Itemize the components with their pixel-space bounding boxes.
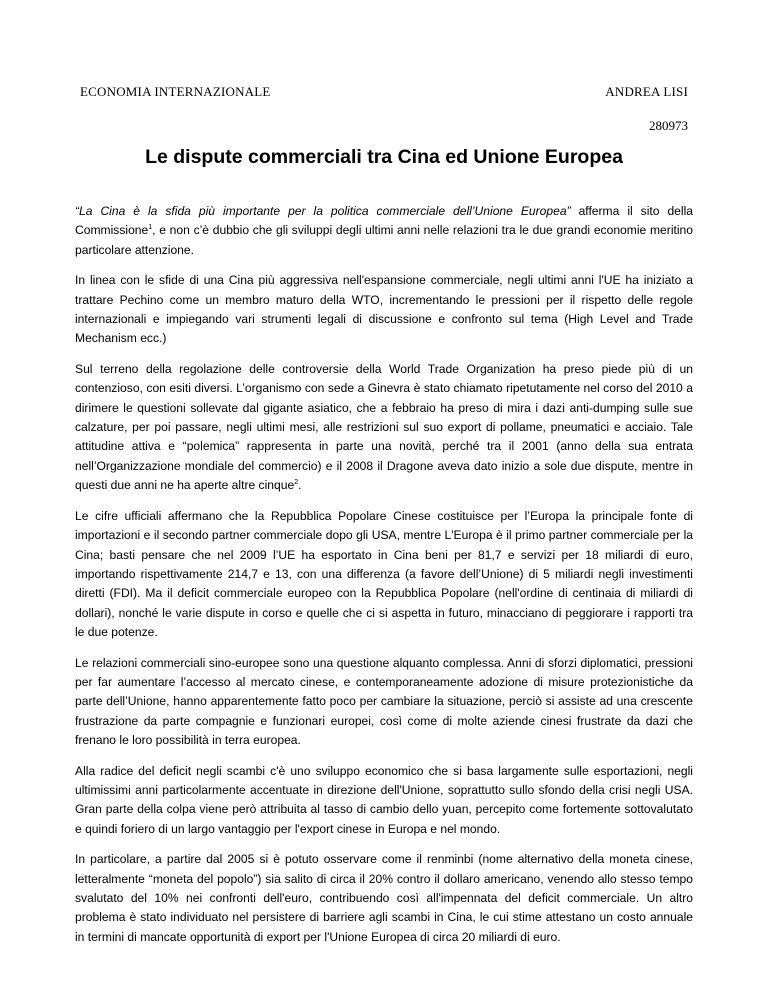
paragraph-2: In linea con le sfide di una Cina più aggressiva nell'espansione commerciale, negli ultimi anni l'UE ha iniziato a trattare Pechino come un membro maturo della WTO, incrementando le pressioni per il rispetto delle regole internazionali e impiegando vari strumenti legali di discussione e confronto sul tema (High Level and Trade Mechanism ecc.) [75, 273, 693, 346]
paragraph-3 [75, 360, 693, 496]
footnote-ref-2[interactable]: 2 [294, 479, 299, 487]
paragraph-4: Le cifre ufficiali affermano che la Repubblica Popolare Cinese costituisce per l’Europa la principale fonte di importazioni e il secondo partner commerciale dopo gli USA, mentre L'Europa è il primo partner commerciale per la Cina; basti pensare che nel 2009 l’UE ha esportato in Cina beni per 81,7 e servizi per 18 miliardi di euro, importando rispettivamente 214,7 e 13, con una differenza (a favore dell’Unione) di 5 miliardi negli investimenti diretti (FDI). Ma il deficit commerciale europeo con la Repubblica Popolare (nell'ordine di centinaia di miliardi di dollari), nonché le varie dispute in corso e quelle che ci si aspetta in futuro, minacciano di peggiorare i rapporti tra le due potenze. [75, 508, 693, 640]
paragraph-1 [75, 202, 693, 260]
footnote-ref-1[interactable]: 1 [148, 224, 153, 232]
paragraph-6: Alla radice del deficit negli scambi c'è uno sviluppo economico che si basa largamente sulle esportazioni, negli ultimissimi anni particolarmente accentuate in direzione dell'Unione, soprattutto sullo sfondo della crisi negli USA. Gran parte della colpa viene però attribuita al tasso di cambio dello yuan, percepito come fortemente sottovalutato e quindi foriero di un largo vantaggio per l'export cinese in Europa e nel mondo. [75, 763, 693, 836]
student-id: 280973 [649, 118, 688, 133]
course-name: ECONOMIA INTERNAZIONALE [80, 84, 271, 99]
paragraph-1-text-b: , e non c’è dubbio che gli sviluppi degli ultimi anni nelle relazioni tra le due grandi economie meritino particolare attenzione. [75, 223, 693, 257]
quote: “La Cina è la sfida più importante per la politica commerciale dell’Unione Europea” [75, 204, 571, 218]
paragraph-5: Le relazioni commerciali sino-europee sono una questione alquanto complessa. Anni di sforzi diplomatici, pressioni per far aumentare l’accesso al mercato cinese, e contemporaneamente adozione di misure protezionistiche da parte dell’Unione, hanno apparentemente fatto poco per cambiare la situazione, perciò si assiste ad una crescente frustrazione da parte compagnie e funzionari europei, così come di molte aziende cinesi frustrate da dazi che frenano le loro possibilità in terra europea. [75, 655, 693, 748]
paragraph-3-end: . [298, 478, 302, 493]
document-title: Le dispute commerciali tra Cina ed Unione Europea [145, 146, 623, 168]
author-name: ANDREA LISI [605, 84, 688, 99]
document-body [75, 202, 693, 958]
paragraph-7: In particolare, a partire dal 2005 si è potuto osservare come il renminbi (nome alternativo della moneta cinese, letteralmente “moneta del popolo”) sia salito di circa il 20% contro il dollaro americano, venendo allo stesso tempo svalutato del 10% nei confronti dell'euro, contribuendo così all'impennata del deficit commerciale. Un altro problema è stato individuato nel persistere di barriere agli scambi in Cina, le cui stime attestano un costo annuale in termini di mancate opportunità di export per l'Unione Europea di circa 20 miliardi di euro. [75, 852, 693, 944]
paragraph-3-text: Sul terreno della regolazione delle controversie della World Trade Organization ha preso piede più di un contenzioso, con esiti diversi. L’organismo con sede a Ginevra è stato chiamato ripetutamente nel corso del 2010 a dirimere le questioni sollevate dal gigante asiatico, che a febbraio ha preso di mira i dazi anti-dumping sulle sue calzature, per poi passare, negli ultimi mesi, alle restrizioni sul suo export di pollame, pneumatici e acciaio. Tale attitudine attiva e “polemica” rappresenta in parte una novità, perché tra il 2001 (anno della sua entrata nell’Organizzazione mondiale del commercio) e il 2008 il Dragone aveva dato inizio a sole due dispute, mentre in questi due anni ne ha aperte altre cinque [75, 361, 693, 493]
paragraph-1-text-a: afferma il sito della Commissione [75, 204, 694, 238]
